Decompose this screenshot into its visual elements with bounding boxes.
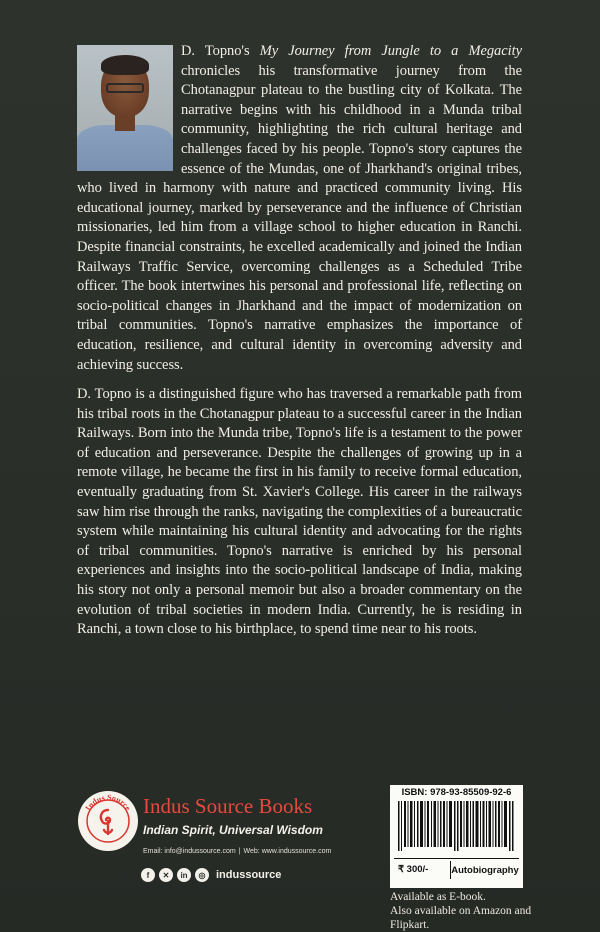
- contact-separator: |: [238, 848, 241, 855]
- book-description: [77, 42, 522, 640]
- isbn-number: ISBN: 978-93-85509-92-6: [401, 787, 512, 798]
- facebook-icon: f: [141, 868, 155, 882]
- social-handle: indussource: [216, 869, 282, 881]
- publisher-email: Email: info@indussource.com: [143, 848, 236, 855]
- book-title: My Journey from Jungle to a Megacity: [259, 43, 522, 59]
- instagram-icon: ◎: [195, 868, 209, 882]
- linkedin-icon: in: [177, 868, 191, 882]
- price-category-row: [394, 858, 519, 881]
- publisher-logo-icon: [77, 790, 139, 852]
- publisher-contact: [143, 848, 331, 855]
- x-icon: ✕: [159, 868, 173, 882]
- availability-ebook: Available as E-book.: [390, 891, 486, 903]
- author-bio-paragraph: D. Topno is a distinguished figure who has traversed a remarkable path from his tribal roots in the Chotanagpur plateau to a successful career in the Indian Railways. Born into the Munda tribe, Topno's life is a testament to the power of education and perseverance. Despite the challenges of growing up in a remote village, he became the first in his family to receive formal education, eventually graduating from St. Xavier's College. His career in the railways saw him rise through the ranks, navigating the complexities of a bureaucratic system while maintaining his cultural identity and advocating for the rights of tribal communities. Topno's narrative is enriched by his personal experiences and insights into the socio-political landscape of India, making his story not only a personal memoir but also a broader commentary on the evolution of tribal societies in modern India. Currently, he is residing in Ranchi, a town close to his birthplace, to spend time near to his roots.: [77, 386, 522, 638]
- publisher-logo-text: Indus Source: [83, 792, 133, 813]
- publisher-website: Web: www.indussource.com: [243, 848, 332, 855]
- isbn-barcode-box: [390, 785, 523, 888]
- synopsis-intro: D. Topno's: [181, 43, 260, 59]
- publisher-block: [77, 790, 377, 910]
- author-photo: [77, 45, 173, 171]
- availability-stores: Also available on Amazon and Flipkart.: [390, 905, 532, 931]
- book-category: Autobiography: [451, 864, 519, 876]
- author-photo-shirt: [77, 125, 173, 171]
- price: ₹ 300/-: [394, 861, 451, 879]
- author-photo-hair: [101, 55, 149, 75]
- availability-note: [390, 890, 560, 932]
- publisher-tagline: Indian Spirit, Universal Wisdom: [143, 823, 323, 837]
- social-links: [141, 868, 281, 882]
- barcode: [396, 801, 517, 851]
- synopsis-body: chronicles his transformative journey from the Chotanagpur plateau to the bustling city of Kolkata. The narrative begins with his childhood in a Munda tribal community, highlighting the rich cultural heritage and challenges faced by his people. Topno's story captures the essence of the Mundas, one of Jharkhand's original tribes, who lived in harmony with nature and practiced community living. His educational journey, marked by perseverance and the influence of Christian missionaries, led him from a village school to higher education in Ranchi. Despite financial constraints, he excelled academically and joined the Indian Railways Traffic Service, overcoming challenges as a Scheduled Tribe officer. The book intertwines his personal and professional life, reflecting on socio-political changes in Jharkhand and the impact of modernization on tribal communities. Topno's narrative emphasizes the importance of education, resilience, and cultural identity in overcoming adversity and achieving success.: [77, 62, 522, 373]
- author-photo-glasses: [106, 83, 144, 93]
- publisher-name: Indus Source Books: [143, 794, 313, 818]
